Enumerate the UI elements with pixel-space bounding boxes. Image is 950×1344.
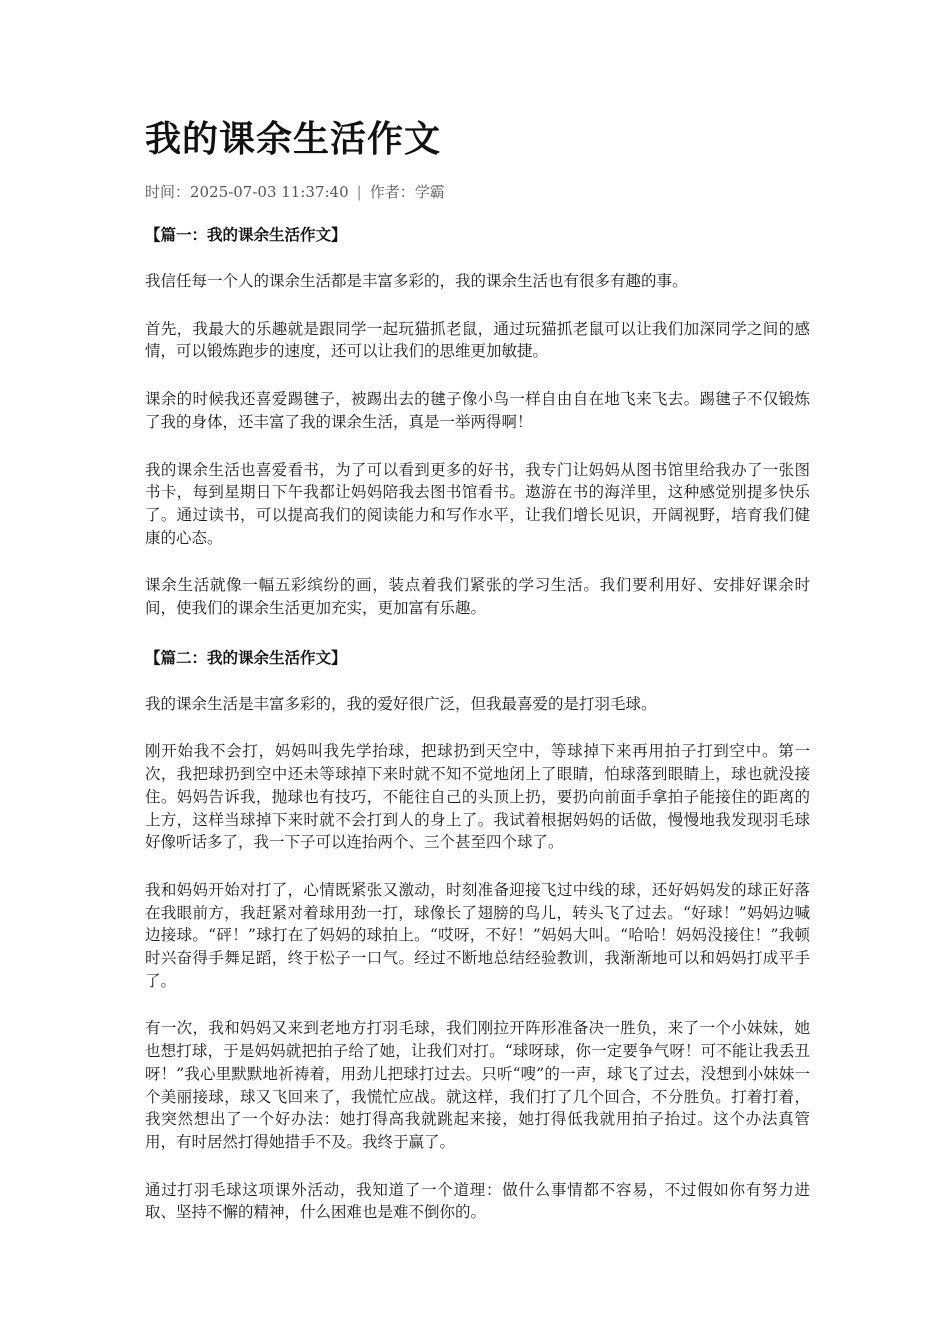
paragraph: 有一次，我和妈妈又来到老地方打羽毛球，我们刚拉开阵形准备决一胜负，来了一个小妹妹，她也想打球，于是妈妈就把拍子给了她，让我们对打。“球呀球，你一定要争气呀！可不能让我丢丑呀！”我心里默默地祈祷着，用劲儿把球打过去。只听“嗖”的一声，球飞了过去，没想到小妹妹一个美丽接球，球又飞回来了，我慌忙应战。就这样，我们打了几个回合，不分胜负。打着打着，我突然想出了一个好办法：她打得高我就跳起来接，她打得低我就用拍子抬过。这个办法真管用，有时居然打得她措手不及。我终于赢了。 xyxy=(145,1019,810,1151)
paragraph: 我的课余生活也喜爱看书，为了可以看到更多的好书，我专门让妈妈从图书馆里给我办了一张图书卡，每到星期日下午我都让妈妈陪我去图书馆看书。遨游在书的海洋里，这种感觉别提多快乐了。通过读书，可以提高我们的阅读能力和写作水平，让我们增长见识，开阔视野，培育我们健康的心态。 xyxy=(145,460,810,547)
paragraph: 我的课余生活是丰富多彩的，我的爱好很广泛，但我最喜爱的是打羽毛球。 xyxy=(145,694,657,713)
paragraph: 首先，我最大的乐趣就是跟同学一起玩猫抓老鼠，通过玩猫抓老鼠可以让我们加深同学之间的感情，可以锻炼跑步的速度，还可以让我们的思维更加敏捷。 xyxy=(145,319,810,361)
time-value: 2025-07-03 11:37:40 xyxy=(190,183,349,201)
page-title: 我的课余生活作文 xyxy=(145,119,442,160)
section-2 xyxy=(145,645,810,1224)
article xyxy=(145,108,810,1249)
paragraph: 课余的时候我还喜爱踢毽子，被踢出去的毽子像小鸟一样自由自在地飞来飞去。踢毽子不仅锻炼了我的身体，还丰富了我的课余生活，真是一举两得啊！ xyxy=(145,390,810,431)
section-heading: 【篇二：我的课余生活作文】 xyxy=(145,648,347,667)
article-body xyxy=(145,222,810,1224)
meta-separator: | xyxy=(356,183,362,201)
author-value: 学霸 xyxy=(414,183,445,201)
paragraph: 我信任每一个人的课余生活都是丰富多彩的，我的课余生活也有很多有趣的事。 xyxy=(145,272,688,290)
paragraph: 刚开始我不会打，妈妈叫我先学抬球，把球扔到天空中，等球掉下来再用拍子打到空中。第一次，我把球扔到空中还未等球掉下来时就不知不觉地闭上了眼睛，怕球落到眼睛上，球也就没接住。妈妈告诉我，抛球也有技巧，不能往自己的头顶上扔，要扔向前面手拿拍子能接住的距离的上方，这样当球掉下来时就不会打到人的身上了。我试着根据妈妈的话做，慢慢地我发现羽毛球好像听话多了，我一下子可以连抬两个、三个甚至四个球了。 xyxy=(145,742,810,852)
paragraph: 我和妈妈开始对打了，心情既紧张又激动，时刻准备迎接飞过中线的球，还好妈妈发的球正好落在我眼前方，我赶紧对着球用劲一打，球像长了翅膀的鸟儿，转头飞了过去。“好球！”妈妈边喊边接球。“砰！”球打在了妈妈的球拍上。“哎呀，不好！”妈妈大叫。“哈哈！妈妈没接住！”我顿时兴奋得手舞足蹈，终于松子一口气。经过不断地总结经验教训，我渐渐地可以和妈妈打成平手了。 xyxy=(145,880,810,990)
section-1 xyxy=(145,222,810,620)
paragraph: 通过打羽毛球这项课外活动，我知道了一个道理：做什么事情都不容易，不过假如你有努力进取、坚持不懈的精神，什么困难也是难不倒你的。 xyxy=(145,1180,810,1222)
article-meta xyxy=(145,178,810,206)
section-heading: 【篇一：我的课余生活作文】 xyxy=(145,226,347,244)
time-label: 时间： xyxy=(145,183,191,201)
paragraph: 课余生活就像一幅五彩缤纷的画，装点着我们紧张的学习生活。我们要利用好、安排好课余时间，使我们的课余生活更加充实，更加富有乐趣。 xyxy=(145,576,810,618)
author-label: 作者： xyxy=(369,183,415,201)
